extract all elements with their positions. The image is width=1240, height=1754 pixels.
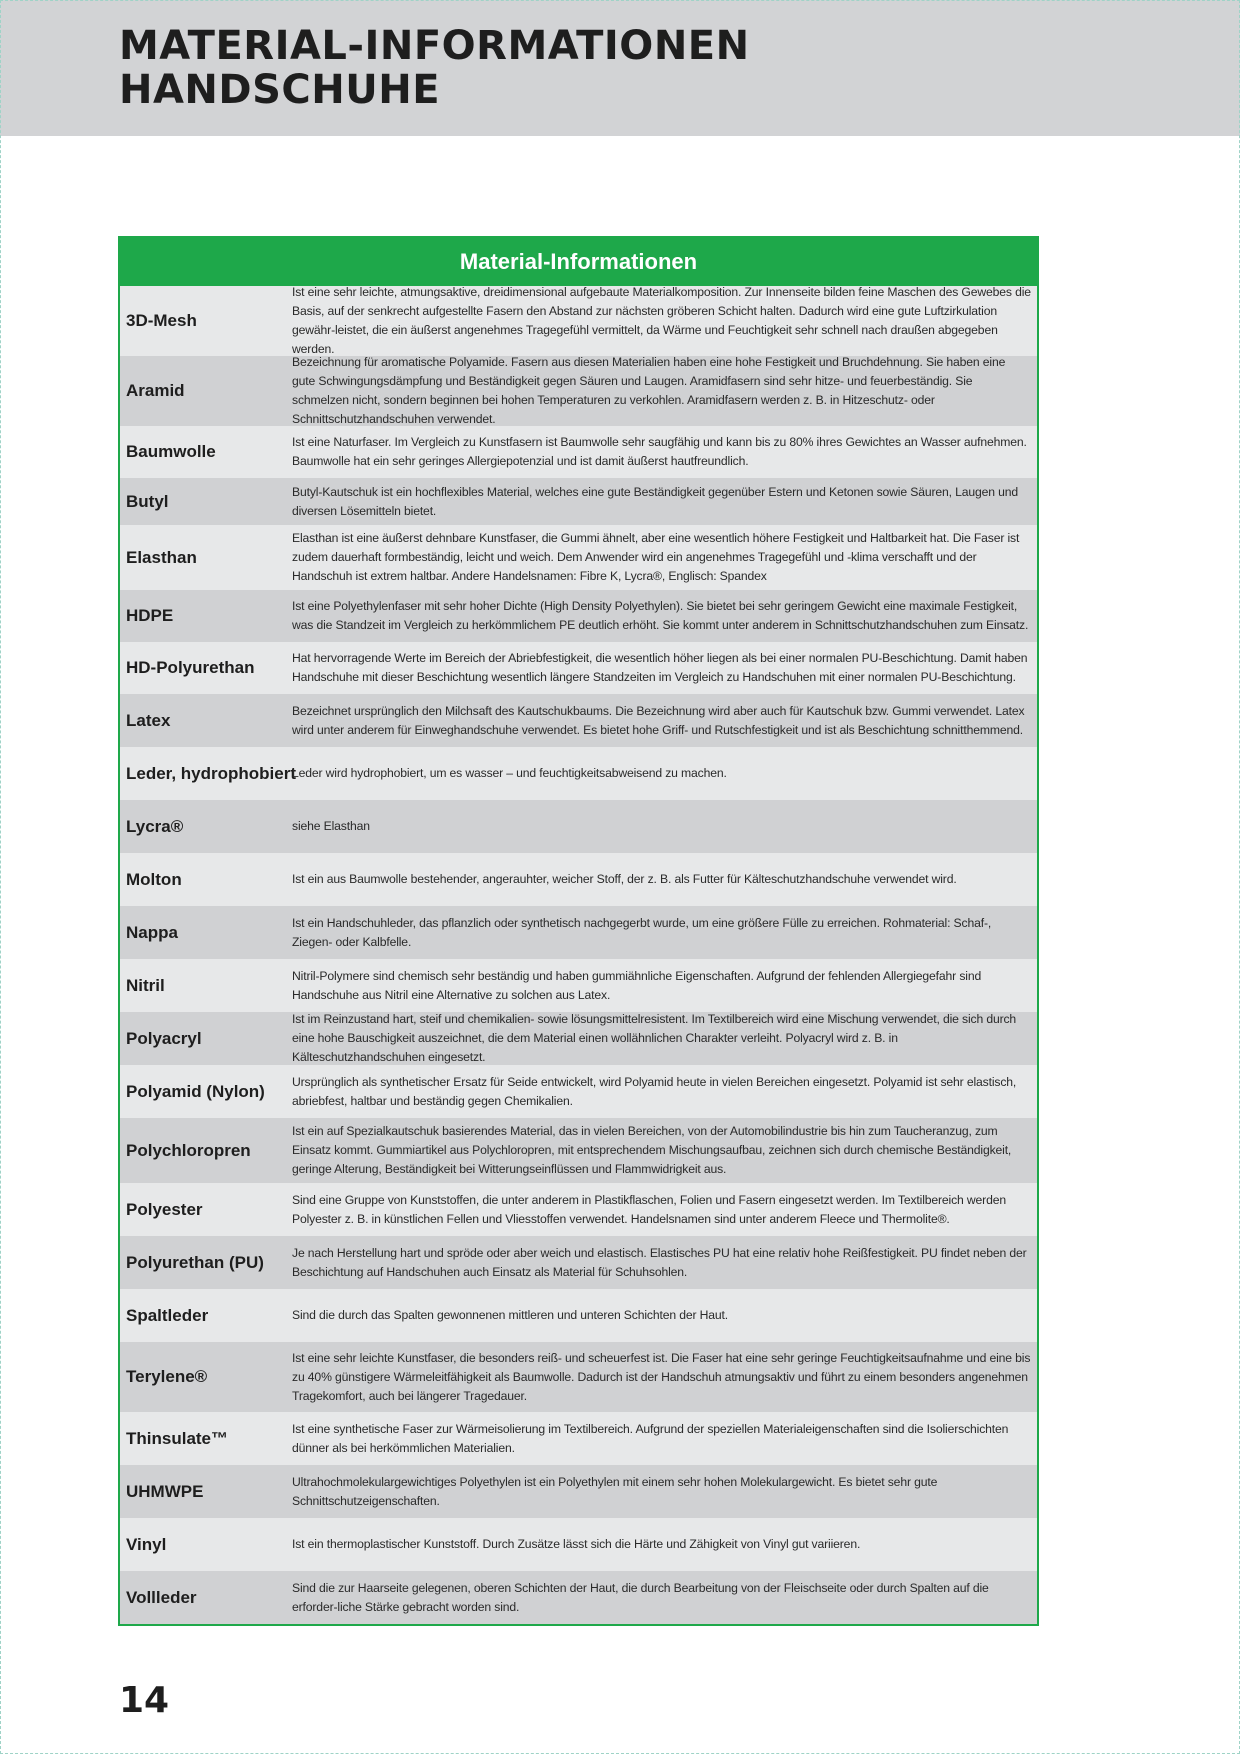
material-term: Spaltleder bbox=[126, 1305, 209, 1325]
material-description: Sind eine Gruppe von Kunststoffen, die unter anderem in Plastikflaschen, Folien und Fasern eingesetzt werden. Im Textilbereich werden Polyester z. B. in künstlichen Fellen und Vliesstoffen verwendet. Handelsnamen sind unter anderem Fleece und Thermolite®. bbox=[292, 1192, 1006, 1226]
table-row bbox=[120, 1118, 1037, 1183]
material-description: Bezeichnet ursprünglich den Milchsaft des Kautschukbaums. Die Bezeichnung wird aber auch für Kautschuk bzw. Gummi verwendet. Latex wird unter anderem für Einweghandschuhe verwendet. Es bietet hohe Griff- und Rutschfestigkeit und ist als Beschichtung schnitthemmend. bbox=[292, 703, 1025, 737]
material-description: siehe Elasthan bbox=[292, 819, 370, 833]
material-description: Sind die durch das Spalten gewonnenen mittleren und unteren Schichten der Haut. bbox=[292, 1308, 728, 1322]
table-row bbox=[120, 590, 1037, 642]
table-row bbox=[120, 1342, 1037, 1412]
page-title bbox=[119, 24, 750, 112]
material-term: Vinyl bbox=[126, 1534, 167, 1554]
table-row bbox=[120, 426, 1037, 478]
material-term: Polyester bbox=[126, 1199, 203, 1219]
table-heading: Material-Informationen bbox=[120, 238, 1037, 286]
material-description: Nitril-Polymere sind chemisch sehr beständig und haben gummiähnliche Eigenschaften. Aufgrund der fehlenden Allergiegefahr sind Handschuhe aus Nitril eine Alternative zu solchen aus Latex. bbox=[292, 968, 982, 1002]
table-row bbox=[120, 906, 1037, 959]
material-description: Ist im Reinzustand hart, steif und chemikalien- sowie lösungsmittelresistent. Im Textilbereich wird eine Mischung verwendet, die sich durch eine hohe Bauschigkeit auszeichnet, die dem Material einen wollähnlichen Charakter verleiht. Polyacryl wird z. B. in Kälteschutzhandschuhen eingesetzt. bbox=[292, 1012, 1017, 1064]
material-term: Polyurethan (PU) bbox=[126, 1252, 264, 1272]
material-description: Ist ein Handschuhleder, das pflanzlich oder synthetisch nachgegerbt wurde, um eine größere Fülle zu erreichen. Rohmaterial: Schaf-, Ziegen- oder Kalbfelle. bbox=[292, 915, 992, 949]
table-row bbox=[120, 1465, 1037, 1518]
material-term: 3D-Mesh bbox=[126, 311, 197, 330]
material-description: Je nach Herstellung hart und spröde oder aber weich und elastisch. Elastisches PU hat eine relativ hohe Reißfestigkeit. PU findet neben der Beschichtung auf Handschuhen auch Einsatz als Material für Schuhsohlen. bbox=[292, 1245, 1027, 1279]
material-description: Sind die zur Haarseite gelegenen, oberen Schichten der Haut, die durch Bearbeitung von der Fleischseite oder durch Spalten auf die erforder-liche Stärke gebracht worden sind. bbox=[292, 1580, 989, 1614]
table-row bbox=[120, 1518, 1037, 1571]
table-row bbox=[120, 525, 1037, 590]
material-term: Nitril bbox=[126, 975, 165, 995]
table-row bbox=[120, 1065, 1037, 1118]
table-row bbox=[120, 642, 1037, 694]
table-row bbox=[120, 800, 1037, 853]
material-term: Polyamid (Nylon) bbox=[126, 1081, 265, 1101]
material-term: Latex bbox=[126, 710, 171, 730]
table-row bbox=[120, 747, 1037, 800]
material-term: Aramid bbox=[126, 381, 185, 400]
material-term: UHMWPE bbox=[126, 1481, 204, 1501]
material-term: Terylene® bbox=[126, 1367, 208, 1386]
material-term: Polychloropren bbox=[126, 1140, 251, 1160]
material-term: Polyacryl bbox=[126, 1028, 202, 1048]
material-term: Thinsulate™ bbox=[126, 1428, 229, 1448]
material-description: Ist eine synthetische Faser zur Wärmeisolierung im Textilbereich. Aufgrund der speziellen Materialeigenschaften sind die Isolierschichten dünner als bei herkömmlichen Materialien. bbox=[292, 1421, 1009, 1455]
material-description: Ist eine sehr leichte Kunstfaser, die besonders reiß- und scheuerfest ist. Die Faser hat eine sehr geringe Feuchtigkeitsaufnahme und eine bis zu 40% günstigere Wärmeleitfähigkeit als Baumwolle. Dadurch ist der Handschuh atmungsaktiv und führt zu einem besonders angenehmen Tragekomfort, auch bei längerer Tragedauer. bbox=[292, 1350, 1031, 1403]
material-description: Ultrahochmolekulargewichtiges Polyethylen ist ein Polyethylen mit einem sehr hohen Molekulargewicht. Es bietet sehr gute Schnittschutzeigenschaften. bbox=[292, 1474, 938, 1508]
table-row bbox=[120, 1571, 1037, 1624]
table-row bbox=[120, 1412, 1037, 1465]
material-term: Molton bbox=[126, 869, 182, 889]
page-number: 14 bbox=[119, 1680, 170, 1721]
table-row bbox=[120, 356, 1037, 426]
material-description: Ist ein thermoplastischer Kunststoff. Durch Zusätze lässt sich die Härte und Zähigkeit von Vinyl gut variieren. bbox=[292, 1537, 861, 1551]
table-row bbox=[120, 959, 1037, 1012]
material-term: HD-Polyurethan bbox=[126, 658, 255, 677]
material-term: HDPE bbox=[126, 606, 174, 625]
material-term: Baumwolle bbox=[126, 442, 216, 461]
material-term: Leder, hydrophobiert bbox=[126, 763, 297, 783]
table-row bbox=[120, 1012, 1037, 1065]
material-description: Butyl-Kautschuk ist ein hochflexibles Material, welches eine gute Beständigkeit gegenüber Estern und Ketonen sowie Säuren, Laugen und diversen Lösemitteln bietet. bbox=[292, 484, 1018, 518]
table-row bbox=[120, 853, 1037, 906]
table-row bbox=[120, 478, 1037, 525]
material-description: Elasthan ist eine äußerst dehnbare Kunstfaser, die Gummi ähnelt, aber eine wesentlich höhere Festigkeit und Haltbarkeit hat. Die Faser ist zudem dauerhaft formbeständig, leicht und weich. Dem Anwender wird ein angenehmes Tragegefühl und -klima verschafft und der Handschuh ist extrem haltbar. Andere Handelsnamen: Fibre K, Lycra®, Englisch: Spandex bbox=[292, 531, 1020, 583]
table-row bbox=[120, 694, 1037, 747]
page-title-line-1: MATERIAL-INFORMATIONEN bbox=[119, 23, 750, 69]
page-title-line-2: HANDSCHUHE bbox=[119, 67, 441, 113]
material-description: Leder wird hydrophobiert, um es wasser – und feuchtigkeitsabweisend zu machen. bbox=[292, 766, 727, 780]
material-term: Nappa bbox=[126, 922, 178, 942]
material-term: Lycra® bbox=[126, 816, 184, 836]
material-term: Vollleder bbox=[126, 1587, 197, 1607]
material-term: Butyl bbox=[126, 491, 169, 511]
material-description: Ist eine Polyethylenfaser mit sehr hoher Dichte (High Density Polyethylen). Sie bietet bei sehr geringem Gewicht eine maximale Festigkeit, was die Standzeit im Vergleich zu herkömmlichem PE deutlich erhöht. Sie kommt unter anderem in Schnittschutzhandschuhen zum Einsatz. bbox=[292, 599, 1029, 632]
material-description: Ist eine Naturfaser. Im Vergleich zu Kunstfasern ist Baumwolle sehr saugfähig und kann bis zu 80% ihres Gewichtes an Wasser aufnehmen. Baumwolle hat ein sehr geringes Allergiepotenzial und ist damit äußerst hautfreundlich. bbox=[292, 435, 1027, 468]
material-description: Bezeichnung für aromatische Polyamide. Fasern aus diesen Materialien haben eine hohe Festigkeit und Bruchdehnung. Sie haben eine gute Schwingungsdämpfung und Beständigkeit gegen Säuren und Laugen. Aramidfasern sind sehr hitze- und feuerbeständig. Sie schmelzen nicht, sondern beginnen bei hohen Temperaturen zu verkohlen. Aramidfasern werden z. B. in Hitzeschutz- oder Schnittschutzhandschuhen verwendet. bbox=[292, 355, 1006, 426]
material-description: Ursprünglich als synthetischer Ersatz für Seide entwickelt, wird Polyamid heute in vielen Bereichen eingesetzt. Polyamid ist sehr elastisch, abriebfest, haltbar und beständig gegen Chemikalien. bbox=[292, 1074, 1017, 1108]
table-row bbox=[120, 1289, 1037, 1342]
material-description: Ist ein auf Spezialkautschuk basierendes Material, das in vielen Bereichen, von der Automobilindustrie bis hin zum Taucheranzug, zum Einsatz kommt. Gummiartikel aus Polychloropren, mit entsprechendem Mischungsaufbau, zeichnen sich durch chemische Beständigkeit, geringe Alterung, Beständigkeit bei Witterungseinflüssen und Flammwidrigkeit aus. bbox=[292, 1124, 1012, 1176]
material-description: Ist ein aus Baumwolle bestehender, angerauhter, weicher Stoff, der z. B. als Futter für Kälteschutzhandschuhe verwendet wird. bbox=[292, 872, 957, 886]
material-table bbox=[118, 236, 1039, 1626]
table-body bbox=[120, 286, 1037, 1624]
table-row bbox=[120, 286, 1037, 356]
material-description: Hat hervorragende Werte im Bereich der Abriebfestigkeit, die wesentlich höher liegen als bei einer normalen PU-Beschichtung. Damit haben Handschuhe mit dieser Beschichtung wesentlich längere Standzeiten im Vergleich zu Handschuhen mit einer normalen PU-Beschichtung. bbox=[292, 651, 1028, 684]
material-description: Ist eine sehr leichte, atmungsaktive, dreidimensional aufgebaute Materialkomposition. Zur Innenseite bilden feine Maschen des Gewebes die Basis, auf der senkrecht aufgestellte Fasern den Abstand zur nächsten gröberen Schicht halten. Dadurch wird eine gute Luftzirkulation gewähr-leistet, die ein äußerst angenehmes Tragegefühl vermittelt, da Wärme und Feuchtigkeit sehr schnell nach draußen abgegeben werden. bbox=[292, 285, 1031, 356]
material-term: Elasthan bbox=[126, 547, 197, 567]
table-row bbox=[120, 1183, 1037, 1236]
table-row bbox=[120, 1236, 1037, 1289]
